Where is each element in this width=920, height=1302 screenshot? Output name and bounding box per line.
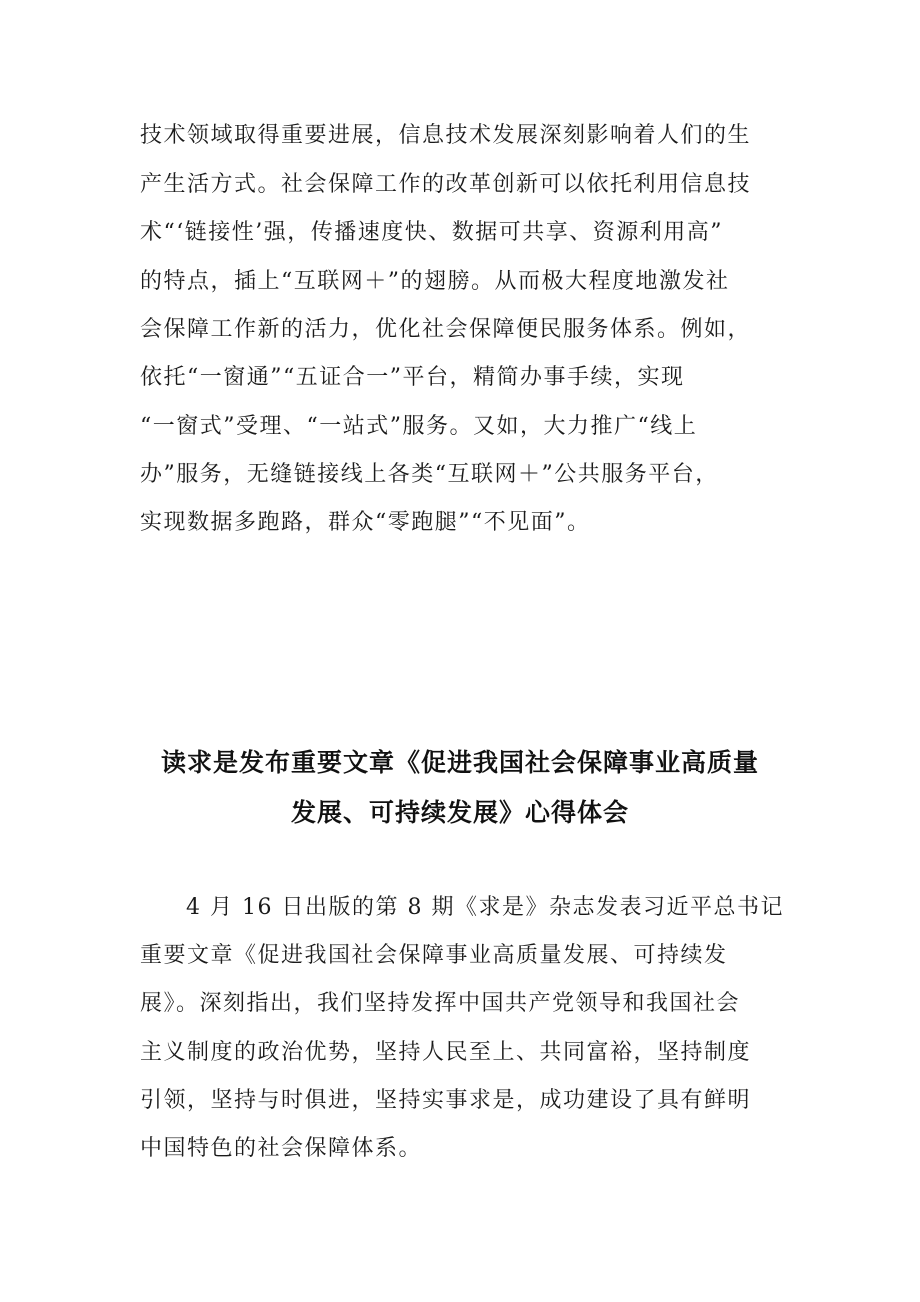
paragraph-line: 主义制度的政治优势，坚持人民至上、共同富裕，坚持制度 (140, 1040, 752, 1065)
paragraph-line: 办”服务，无缝链接线上各类“互联网＋”公共服务平台， (140, 462, 719, 487)
paragraph-line: 依托“一窗通”“五证合一”平台，精简办事手续，实现 (140, 365, 685, 390)
paragraph-line: 展》。深刻指出，我们坚持发挥中国共产党领导和我国社会 (140, 991, 741, 1016)
article-title-line-2: 发展、可持续发展》心得体会 (290, 798, 629, 827)
article-title-line-1: 读求是发布重要文章《促进我国社会保障事业高质量 (160, 748, 759, 777)
paragraph-line: “一窗式”受理、“一站式”服务。又如，大力推广“线上 (140, 414, 698, 439)
paragraph-line: 产生活方式。社会保障工作的改革创新可以依托利用信息技 (140, 172, 752, 197)
paragraph-line: 的特点，插上“互联网＋”的翅膀。从而极大程度地激发社 (140, 269, 730, 294)
paragraph-line: 引领，坚持与时俱进，坚持实事求是，成功建设了具有鲜明 (140, 1088, 752, 1113)
paragraph-line: 会保障工作新的活力，优化社会保障便民服务体系。例如， (140, 317, 752, 342)
paragraph-line: 中国特色的社会保障体系。 (140, 1136, 423, 1161)
paragraph-line: 技术领域取得重要进展，信息技术发展深刻影响着人们的生 (140, 123, 752, 148)
paragraph-line: 术“‘链接性’强，传播速度快、数据可共享、资源利用高” (140, 220, 723, 245)
paragraph-line: 实现数据多跑路，群众“零跑腿”“不见面”。 (140, 510, 591, 535)
paragraph-line: 4 月 16 日出版的第 8 期《求是》杂志发表习近平总书记 (186, 895, 784, 920)
paragraph-line: 重要文章《促进我国社会保障事业高质量发展、可持续发 (140, 943, 728, 968)
